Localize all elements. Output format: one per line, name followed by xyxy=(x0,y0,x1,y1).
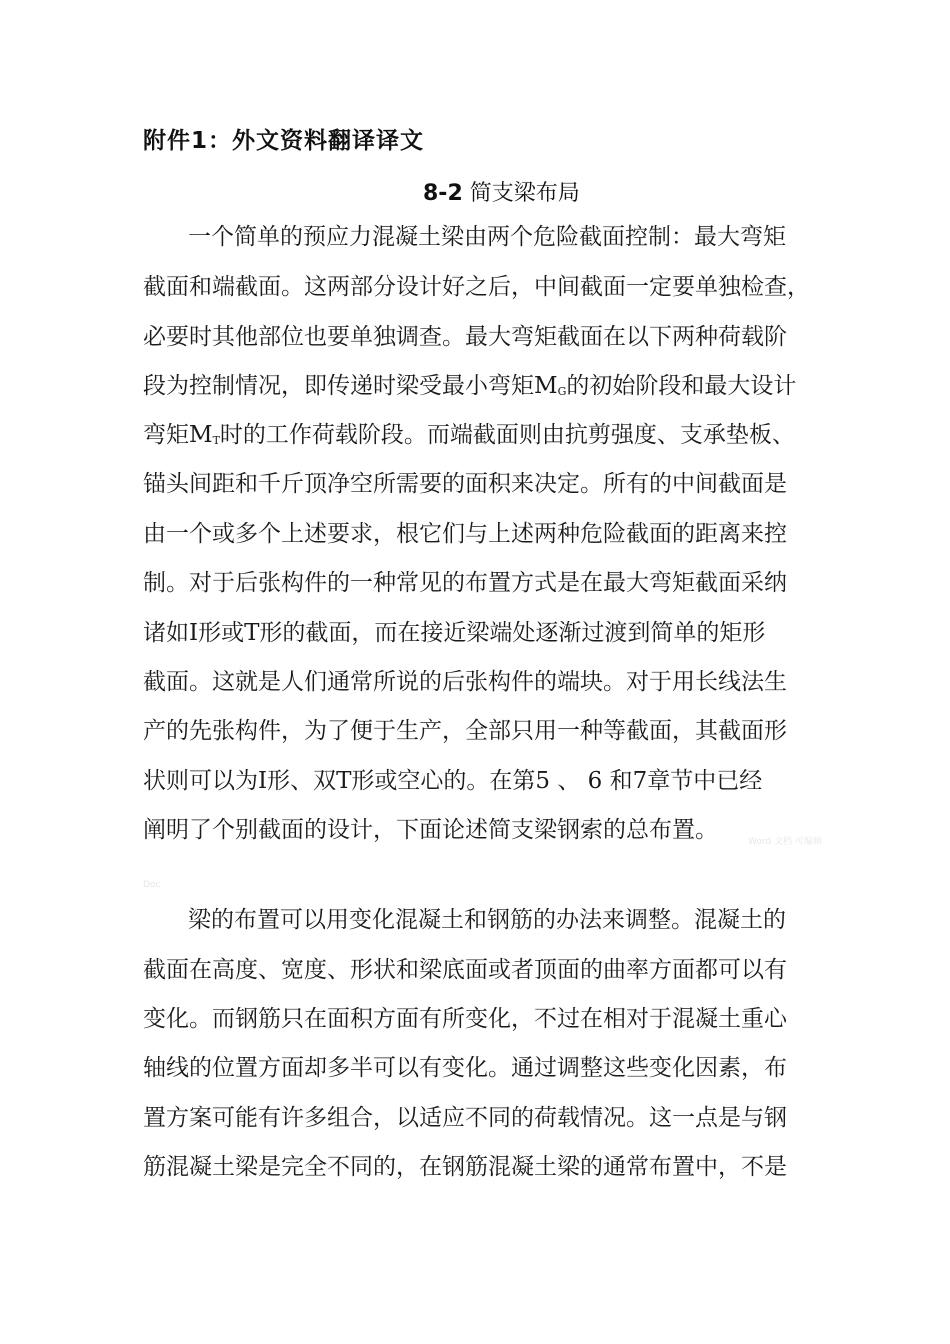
paragraph-1-line-10: 截面。这就是人们通常所说的后张构件的端块。对于用长线法生 xyxy=(143,669,787,695)
paragraph-2-line-3: 变化。而钢筋只在面积方面有所变化，不过在相对于混凝土重心 xyxy=(143,1006,787,1032)
paragraph-1-line-11: 产的先张构件，为了便于生产，全部只用一种等截面，其截面形 xyxy=(143,718,787,744)
paragraph-1-line-7: 由一个或多个上述要求，根它们与上述两种危险截面的距离来控 xyxy=(143,521,787,547)
line-text: 的初始阶段和最大设计 xyxy=(566,373,797,399)
paragraph-1-line-1: 一个简单的预应力混凝土梁由两个危险截面控制：最大弯矩 xyxy=(188,224,786,250)
paragraph-2-line-1: 梁的布置可以用变化混凝土和钢筋的办法来调整。混凝土的 xyxy=(188,907,786,933)
faint-watermark: Word 文档 可编辑 xyxy=(748,837,822,847)
paragraph-1-line-13: 阐明了个别截面的设计，下面论述简支梁钢索的总布置。 xyxy=(143,817,718,843)
paragraph-1-line-2: 截面和端截面。这两部分设计好之后，中间截面一定要单独检查， xyxy=(143,274,810,300)
line-text: 段为控制情况，即传递时梁受最小弯矩M xyxy=(143,373,558,399)
section-title xyxy=(423,176,580,207)
paragraph-1-line-9: 诸如I形或T形的截面，而在接近梁端处逐渐过渡到简单的矩形 xyxy=(143,620,766,646)
paragraph-2-line-2: 截面在高度、宽度、形状和梁底面或者顶面的曲率方面都可以有 xyxy=(143,957,787,983)
paragraph-1-line-4 xyxy=(143,371,796,407)
subscript-t: T xyxy=(212,434,220,447)
section-number: 8-2 xyxy=(423,181,463,206)
paragraph-1-line-12: 状则可以为I形、双T形或空心的。在第5 、 6 和7章节中已经 xyxy=(143,768,763,794)
paragraph-1-line-8: 制。对于后张构件的一种常见的布置方式是在最大弯矩截面采纳 xyxy=(143,570,787,596)
line-text: 弯矩M xyxy=(143,422,213,448)
paragraph-1-line-3: 必要时其他部位也要单独调查。最大弯矩截面在以下两种荷载阶 xyxy=(143,324,787,350)
paragraph-2-line-4: 轴线的位置方面却多半可以有变化。通过调整这些变化因素，布 xyxy=(143,1055,787,1081)
paragraph-2-line-5: 置方案可能有许多组合，以适应不同的荷载情况。这一点是与钢 xyxy=(143,1105,787,1131)
faint-watermark: Doc xyxy=(143,880,161,890)
paragraph-1-line-5 xyxy=(143,420,795,456)
paragraph-2-line-6: 筋混凝土梁是完全不同的，在钢筋混凝土梁的通常布置中，不是 xyxy=(143,1154,787,1180)
attachment-heading: 附件1：外文资料翻译译文 xyxy=(143,128,425,154)
paragraph-1-line-6: 锚头间距和千斤顶净空所需要的面积来决定。所有的中间截面是 xyxy=(143,471,787,497)
subscript-g: G xyxy=(557,385,567,398)
section-title-text: 简支梁布局 xyxy=(469,181,580,206)
line-text: 时的工作荷载阶段。而端截面则由抗剪强度、支承垫板、 xyxy=(219,422,795,448)
